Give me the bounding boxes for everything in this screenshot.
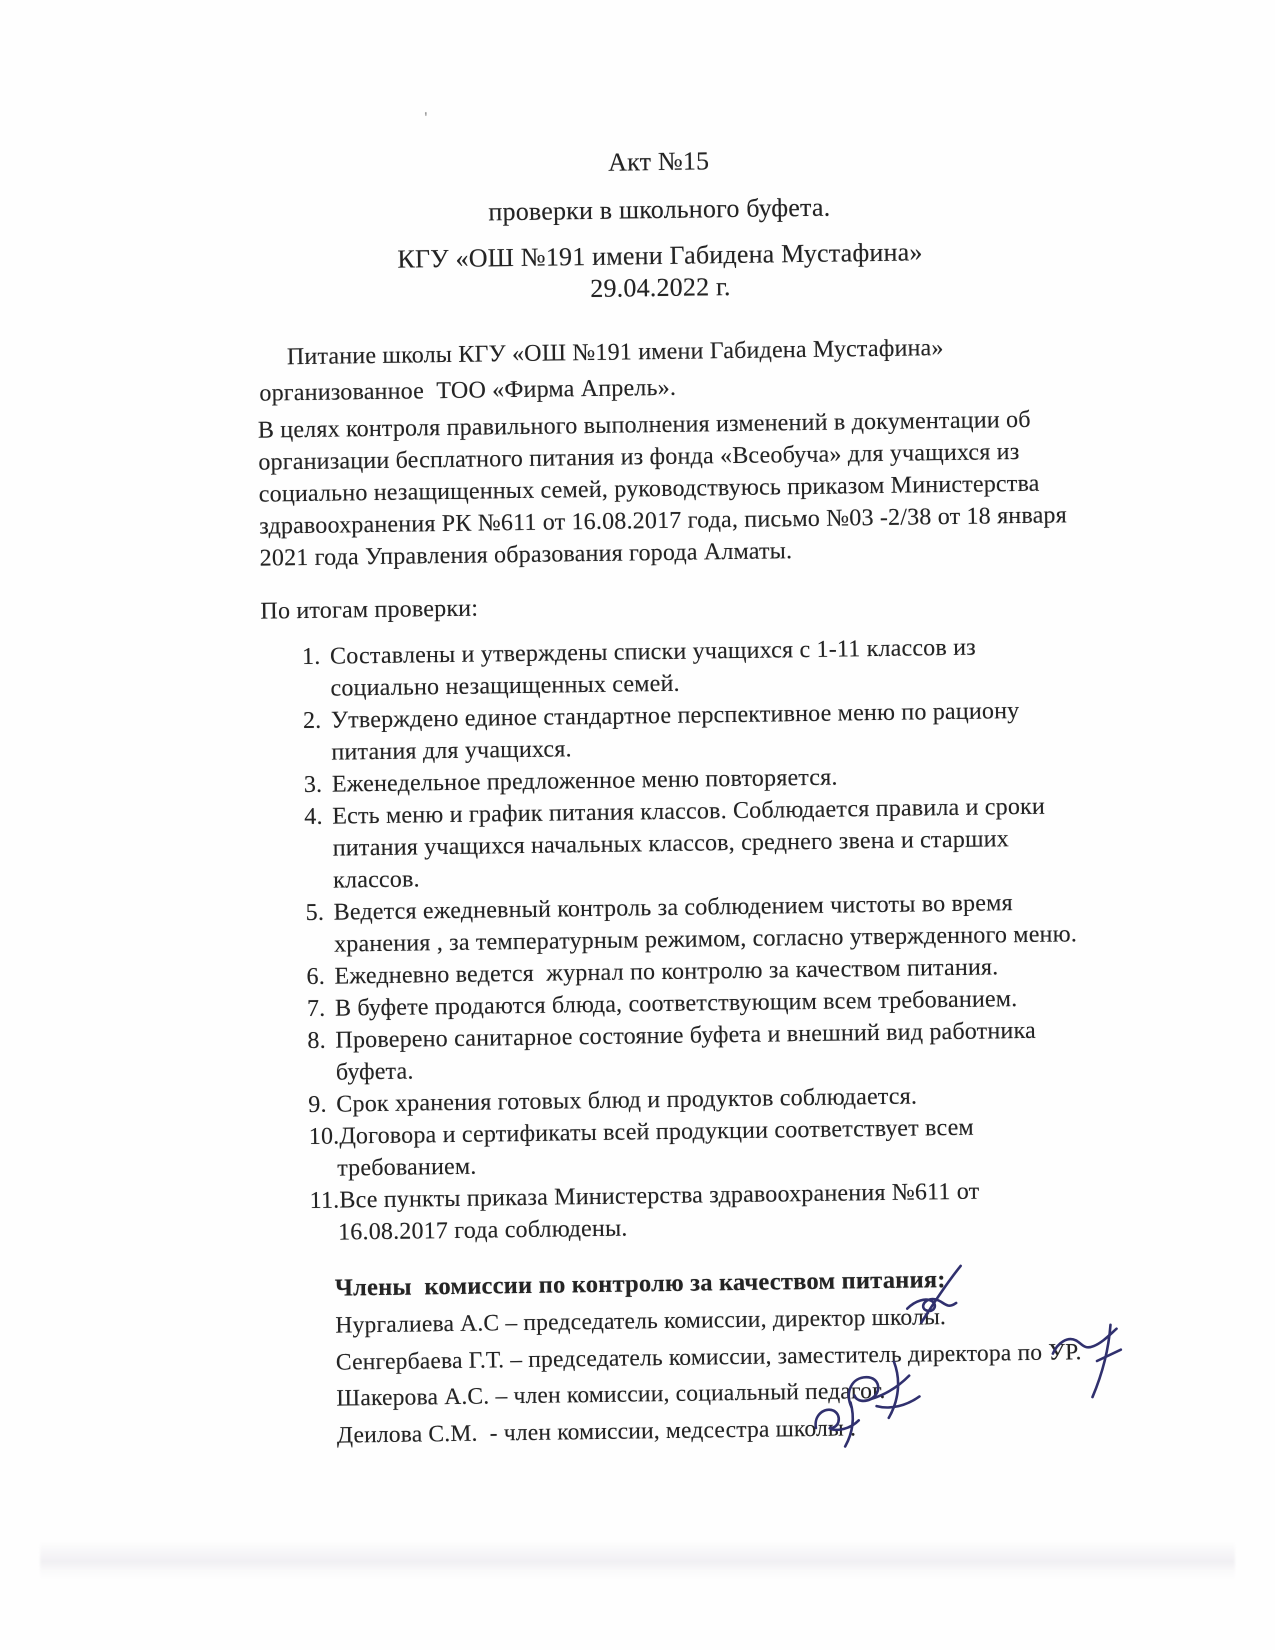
commission-member: Шакерова А.С. – член комиссии, социальный педагог. xyxy=(336,1377,886,1412)
signature-director xyxy=(900,1262,987,1332)
finding-text: Все пункты приказа Министерства здравоохранения №611 от xyxy=(339,1178,980,1214)
finding-number: 6. xyxy=(306,963,326,990)
paragraph-purpose-line: В целях контроля правильного выполнения изменений в документации об xyxy=(257,406,1031,444)
paragraph-purpose-line: 2021 года Управления образования города Алматы. xyxy=(259,538,793,572)
paragraph-intro xyxy=(259,330,945,412)
finding-text: социально незащищенных семей. xyxy=(330,670,680,702)
signature-deputy-director xyxy=(1047,1319,1144,1405)
finding-number: 9. xyxy=(308,1091,327,1118)
finding-text: питания учащихся начальных классов, среднего звена и старших xyxy=(332,826,1010,862)
scan-artifact-mark: ' xyxy=(424,110,428,127)
finding-number: 10. xyxy=(308,1123,340,1150)
finding-text: Срок хранения готовых блюд и продуктов соблюдается. xyxy=(336,1083,918,1118)
finding-number: 5. xyxy=(305,899,325,926)
commission-member: Деилова С.М. - член комиссии, медсестра школы . xyxy=(336,1414,857,1449)
finding-text: Проверено санитарное состояние буфета и внешний вид работника xyxy=(335,1017,1037,1054)
finding-item xyxy=(304,790,1076,897)
finding-text: Утверждено единое стандартное перспективное меню по рациону xyxy=(330,698,1020,734)
finding-text: Договора и сертификаты всей продукции соответствует всем xyxy=(339,1114,975,1150)
finding-number: 11. xyxy=(309,1187,340,1214)
results-heading: По итогам проверки: xyxy=(260,595,479,625)
paragraph-purpose-line: социально незащищенных семей, руководствуюсь приказом Министерства xyxy=(258,470,1040,508)
paragraph-intro-line: Питание школы КГУ «ОШ №191 имени Габидена Мустафина» xyxy=(286,335,944,371)
finding-item xyxy=(307,1014,1079,1089)
finding-number: 2. xyxy=(302,707,322,735)
scan-shadow-band xyxy=(40,1541,1235,1579)
finding-text: Есть меню и график питания классов. Соблюдается правила и сроки xyxy=(332,793,1046,830)
finding-item xyxy=(302,630,1074,705)
organization-name: КГУ «ОШ №191 имени Габидена Мустафина» xyxy=(397,237,923,274)
document-subtitle: проверки в школьного буфета. xyxy=(488,192,831,227)
finding-text: Ведется ежедневный контроль за соблюдением чистоты во время xyxy=(333,890,1013,926)
paragraph-purpose-line: здравоохранения РК №611 от 16.08.2017 года, письмо №03 -2/38 от 18 января xyxy=(259,502,1068,540)
document-date: 29.04.2022 г. xyxy=(590,272,731,303)
commission-member: Сенгербаева Г.Т. – председатель комиссии, заместитель директора по УР. xyxy=(335,1338,1082,1376)
finding-item xyxy=(305,886,1077,961)
document-title: Акт №15 xyxy=(607,146,710,177)
paragraph-purpose xyxy=(258,403,1068,574)
commission-heading: Члены комиссии по контролю за качеством питания: xyxy=(334,1266,946,1302)
finding-text: требованием. xyxy=(337,1153,477,1182)
finding-text: питания для учащихся. xyxy=(331,736,572,766)
finding-number: 1. xyxy=(301,643,321,671)
finding-number: 8. xyxy=(307,1027,327,1054)
finding-text: Ежедневно ведется журнал по контролю за качеством питания. xyxy=(334,954,999,990)
finding-item xyxy=(303,694,1075,769)
findings-list xyxy=(302,630,1081,1249)
finding-text: Составлены и утверждены списки учащихся с 1-11 классов из xyxy=(329,634,977,670)
finding-number: 7. xyxy=(306,995,326,1022)
paragraph-purpose-line: организации бесплатного питания из фонда «Всеобуча» для учащихся из xyxy=(258,438,1020,476)
finding-text: В буфете продаются блюда, соответствующим всем требованием. xyxy=(334,986,1018,1022)
finding-text: хранения , за температурным режимом, согласно утвержденного меню. xyxy=(333,921,1078,958)
paragraph-intro-line: организованное ТОО «Фирма Апрель». xyxy=(259,374,677,407)
finding-text: буфета. xyxy=(335,1058,414,1086)
finding-number: 3. xyxy=(303,771,323,799)
finding-text: классов. xyxy=(333,866,420,894)
finding-number: 4. xyxy=(304,803,323,831)
finding-item xyxy=(309,1110,1081,1185)
commission-member: Нургалиева А.С – председатель комиссии, директор школы. xyxy=(335,1304,947,1339)
finding-text: Еженедельное предложенное меню повторяется. xyxy=(331,764,838,798)
finding-item xyxy=(309,1174,1081,1249)
signature-nurse xyxy=(805,1395,886,1457)
finding-text: 16.08.2017 года соблюдены. xyxy=(337,1215,628,1246)
